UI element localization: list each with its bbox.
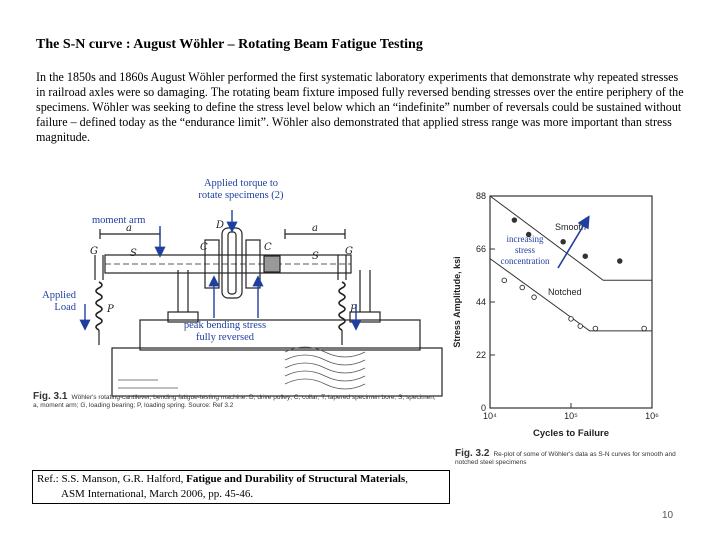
machine-letter: P <box>107 304 114 315</box>
reference-box: Ref.: S.S. Manson, G.R. Halford, Fatigue and Durability of Structural Materials, ASM International, March 2006, pp. 45-46. <box>32 470 450 504</box>
y-tick-label: 0 <box>480 403 486 413</box>
data-point-smooth <box>561 239 566 244</box>
moment-arm-label: moment arm <box>92 215 146 226</box>
fig-3-1-number: Fig. 3.1 <box>33 391 68 402</box>
y-tick-label: 22 <box>475 350 486 360</box>
x-tick-label: 10⁵ <box>564 411 578 421</box>
applied-load-label: Applied Load <box>42 290 76 313</box>
peak-bending-label: peak bending stress fully reversed <box>183 320 267 343</box>
machine-letter: a <box>126 223 132 234</box>
x-tick-label: 10⁶ <box>645 411 659 421</box>
x-axis-label: Cycles to Failure <box>532 428 610 439</box>
y-tick-label: 66 <box>475 244 486 254</box>
machine-letter: G <box>345 246 353 257</box>
y-axis-label: Stress Amplitude, ksi <box>452 256 462 348</box>
machine-letter: S <box>312 251 319 262</box>
page-number: 10 <box>662 510 674 521</box>
x-tick-label: 10⁴ <box>483 411 497 421</box>
y-tick-label: 44 <box>475 297 486 307</box>
fig-3-2-caption <box>455 450 680 467</box>
series-label-notched: Notched <box>548 287 582 297</box>
data-point-notched <box>578 324 583 329</box>
data-point-smooth <box>512 218 517 223</box>
data-point-notched <box>642 326 647 331</box>
machine-letter: G <box>90 246 98 257</box>
data-point-notched <box>502 278 507 283</box>
machine-letter: C <box>200 242 208 253</box>
machine-letter: C <box>264 242 272 253</box>
data-point-smooth <box>583 254 588 259</box>
y-tick-label: 88 <box>475 191 486 201</box>
data-point-notched <box>520 285 525 290</box>
fig-3-1-text: Wöhler's rotating-cantilever, bending fatigue-testing machine. D, drive pulley; C, collar; T, tapered specimen bore; S, specimen; a, moment arm; G, loading bearing; P, loading spring. Source: Ref 3.2 <box>33 394 436 409</box>
machine-letter: S <box>130 248 137 259</box>
data-point-notched <box>593 326 598 331</box>
slide-title: The S-N curve : August Wöhler – Rotating Beam Fatigue Testing <box>36 37 423 52</box>
data-point-smooth <box>617 259 622 264</box>
series-label-smooth: Smooth <box>555 222 587 232</box>
machine-letter: P <box>350 304 357 315</box>
intro-paragraph: In the 1850s and 1860s August Wöhler performed the first systematic laboratory experiments that demonstrate why repeated stresses in railroad axles were so damaging. The rotating beam fixture imposed fully reversed bending stresses over the entire periphery of the specimens. Wöhler was seeking to define the stress level below which an “indefinite” number of reversals could be sustained without failure – defined today as the “endurance limit”. Wöhler also demonstrated that applied stress range was more important than stress magnitude. <box>36 70 684 144</box>
machine-letter: D <box>216 220 225 231</box>
ref-book-title: Fatigue and Durability of Structural Materials <box>186 473 406 485</box>
stress-concentration-label: increasing stress concentration <box>500 234 550 266</box>
data-point-notched <box>569 317 574 322</box>
fig-3-2-text: Re-plot of some of Wöhler's data as S-N curves for smooth and notched steel specimens <box>455 451 676 466</box>
fig-3-2-number: Fig. 3.2 <box>455 448 490 459</box>
data-point-notched <box>532 295 537 300</box>
machine-letter: a <box>312 223 318 234</box>
torque-label: Applied torque to rotate specimens (2) <box>198 178 284 201</box>
